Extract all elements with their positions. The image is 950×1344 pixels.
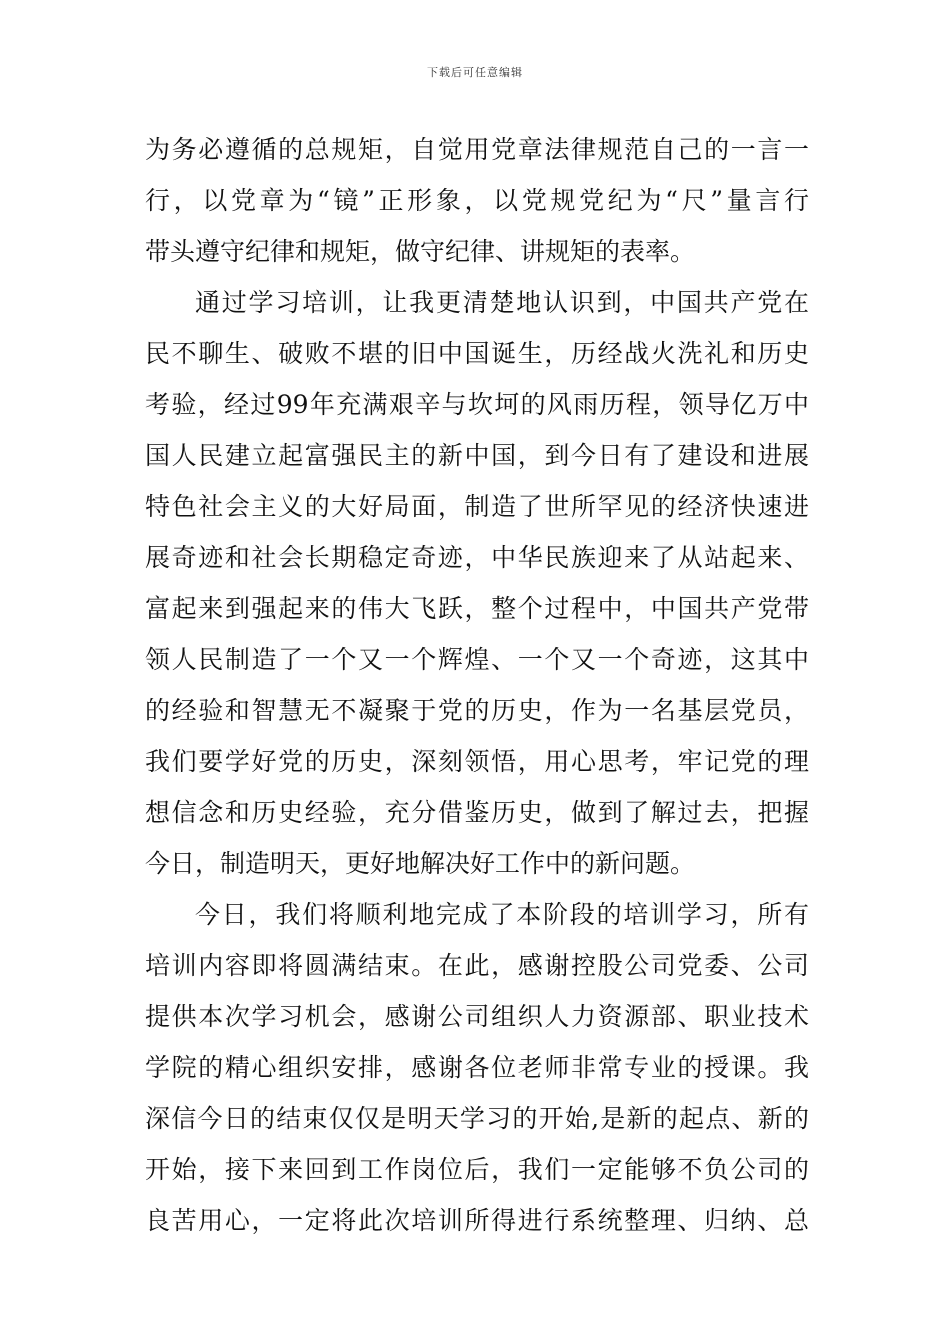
paragraph	[145, 889, 809, 1246]
text-line: 培训内容即将圆满结束。在此，感谢控股公司党委、公司	[145, 951, 809, 980]
text-line: 富起来到强起来的伟大飞跃，整个过程中，中国共产党带	[145, 594, 809, 623]
text-line: 深信今日的结束仅仅是明天学习的开始,是新的起点、新的	[145, 1104, 809, 1133]
text-line: 民不聊生、破败不堪的旧中国诞生，历经战火洗礼和历史	[145, 339, 809, 368]
text-line: 领人民制造了一个又一个辉煌、一个又一个奇迹，这其中	[145, 645, 809, 674]
text-line: 特色社会主义的大好局面，制造了世所罕见的经济快速进	[145, 492, 809, 521]
text-line: 行，以党章为“镜”正形象，以党规党纪为“尺”量言行	[145, 186, 809, 215]
text-line: 通过学习培训，让我更清楚地认识到，中国共产党在	[195, 288, 809, 317]
text-line: 想信念和历史经验，充分借鉴历史，做到了解过去，把握	[145, 798, 809, 827]
text-line: 带头遵守纪律和规矩，做守纪律、讲规矩的表率。	[145, 237, 696, 266]
document-body	[145, 124, 809, 1246]
text-line: 良苦用心，一定将此次培训所得进行系统整理、归纳、总	[145, 1206, 809, 1235]
text-line: 国人民建立起富强民主的新中国，到今日有了建设和进展	[145, 441, 809, 470]
text-line: 开始，接下来回到工作岗位后，我们一定能够不负公司的	[145, 1155, 809, 1184]
text-line: 展奇迹和社会长期稳定奇迹，中华民族迎来了从站起来、	[145, 543, 809, 572]
text-line: 考验，经过99年充满艰辛与坎坷的风雨历程，领导亿万中	[145, 390, 809, 419]
text-line: 的经验和智慧无不凝聚于党的历史，作为一名基层党员，	[145, 696, 809, 725]
page-header: 下载后可任意编辑	[427, 66, 523, 79]
text-line: 学院的精心组织安排，感谢各位老师非常专业的授课。我	[145, 1053, 809, 1082]
text-line: 提供本次学习机会，感谢公司组织人力资源部、职业技术	[145, 1002, 809, 1031]
paragraph	[145, 277, 809, 889]
paragraph	[145, 124, 809, 277]
text-line: 我们要学好党的历史，深刻领悟，用心思考，牢记党的理	[145, 747, 809, 776]
text-line: 今日，我们将顺利地完成了本阶段的培训学习，所有	[195, 900, 809, 929]
text-line: 今日，制造明天，更好地解决好工作中的新问题。	[145, 849, 696, 878]
text-line: 为务必遵循的总规矩，自觉用党章法律规范自己的一言一	[145, 135, 809, 164]
